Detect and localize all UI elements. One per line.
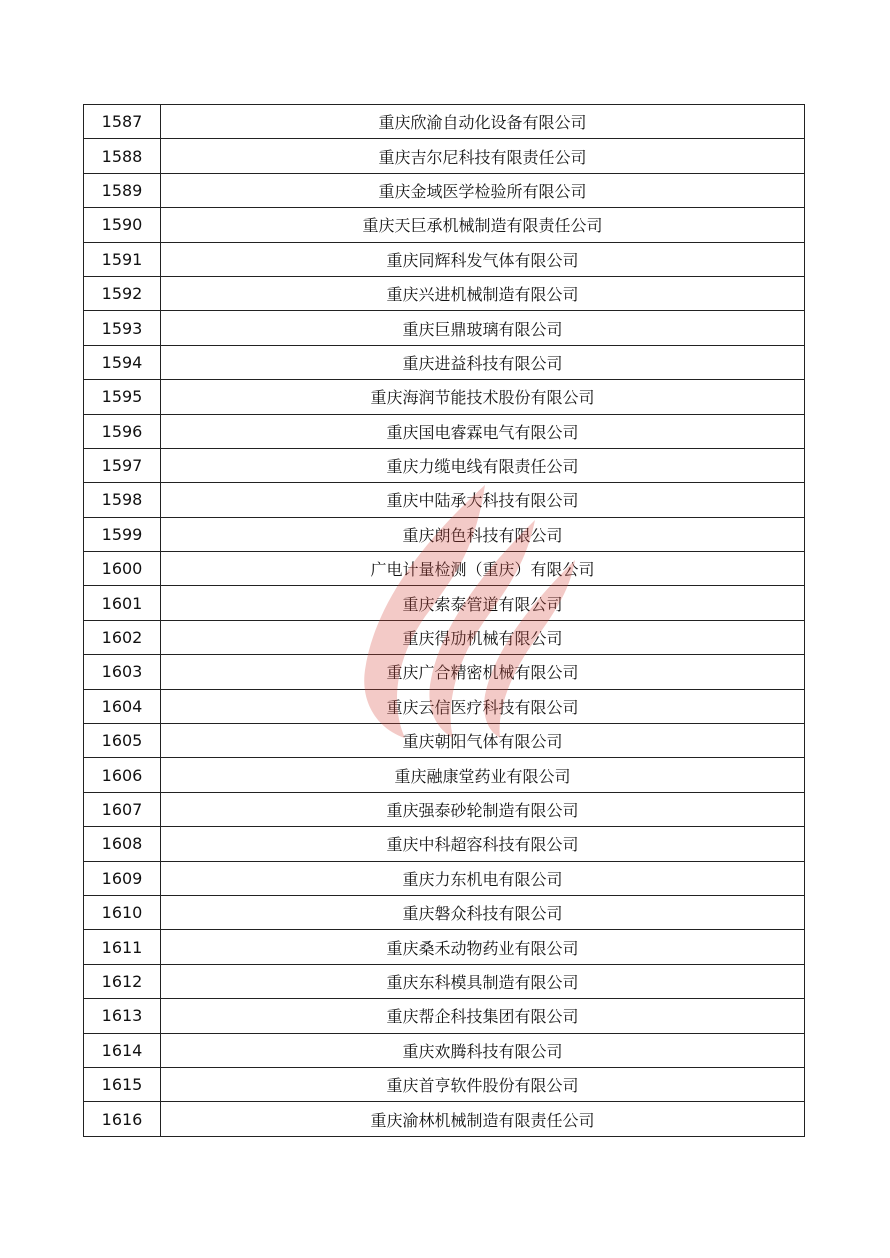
table-row bbox=[84, 276, 805, 310]
company-name: 重庆中陆承大科技有限公司 bbox=[161, 483, 805, 517]
row-number: 1596 bbox=[84, 414, 161, 448]
row-number: 1603 bbox=[84, 655, 161, 689]
table-row bbox=[84, 964, 805, 998]
company-name: 重庆国电睿霖电气有限公司 bbox=[161, 414, 805, 448]
company-name: 重庆同辉科发气体有限公司 bbox=[161, 242, 805, 276]
company-name: 重庆巨鼎玻璃有限公司 bbox=[161, 311, 805, 345]
row-number: 1587 bbox=[84, 105, 161, 139]
row-number: 1598 bbox=[84, 483, 161, 517]
company-name: 重庆强泰砂轮制造有限公司 bbox=[161, 792, 805, 826]
company-name: 重庆力缆电线有限责任公司 bbox=[161, 448, 805, 482]
row-number: 1601 bbox=[84, 586, 161, 620]
table-row bbox=[84, 827, 805, 861]
table-row bbox=[84, 139, 805, 173]
table-row bbox=[84, 655, 805, 689]
row-number: 1612 bbox=[84, 964, 161, 998]
table-row bbox=[84, 689, 805, 723]
row-number: 1611 bbox=[84, 930, 161, 964]
company-name: 重庆金域医学检验所有限公司 bbox=[161, 173, 805, 207]
company-name: 重庆渝林机械制造有限责任公司 bbox=[161, 1102, 805, 1136]
table-row bbox=[84, 1033, 805, 1067]
company-name: 重庆进益科技有限公司 bbox=[161, 345, 805, 379]
row-number: 1599 bbox=[84, 517, 161, 551]
row-number: 1613 bbox=[84, 999, 161, 1033]
row-number: 1609 bbox=[84, 861, 161, 895]
row-number: 1606 bbox=[84, 758, 161, 792]
table-row bbox=[84, 861, 805, 895]
company-name: 重庆广合精密机械有限公司 bbox=[161, 655, 805, 689]
company-name: 重庆朝阳气体有限公司 bbox=[161, 724, 805, 758]
company-list-body bbox=[84, 105, 805, 1137]
row-number: 1589 bbox=[84, 173, 161, 207]
row-number: 1588 bbox=[84, 139, 161, 173]
row-number: 1615 bbox=[84, 1067, 161, 1101]
row-number: 1607 bbox=[84, 792, 161, 826]
company-name: 重庆兴进机械制造有限公司 bbox=[161, 276, 805, 310]
table-row bbox=[84, 414, 805, 448]
row-number: 1593 bbox=[84, 311, 161, 345]
table-row bbox=[84, 208, 805, 242]
company-name: 重庆索泰管道有限公司 bbox=[161, 586, 805, 620]
company-name: 重庆桑禾动物药业有限公司 bbox=[161, 930, 805, 964]
row-number: 1605 bbox=[84, 724, 161, 758]
table-row bbox=[84, 552, 805, 586]
company-name: 重庆中科超容科技有限公司 bbox=[161, 827, 805, 861]
company-name: 重庆欢腾科技有限公司 bbox=[161, 1033, 805, 1067]
company-name: 重庆东科模具制造有限公司 bbox=[161, 964, 805, 998]
row-number: 1597 bbox=[84, 448, 161, 482]
row-number: 1592 bbox=[84, 276, 161, 310]
table-row bbox=[84, 448, 805, 482]
company-list-table bbox=[83, 104, 805, 1137]
company-name: 重庆吉尔尼科技有限责任公司 bbox=[161, 139, 805, 173]
table-row bbox=[84, 586, 805, 620]
table-row bbox=[84, 311, 805, 345]
row-number: 1595 bbox=[84, 380, 161, 414]
company-name: 广电计量检测（重庆）有限公司 bbox=[161, 552, 805, 586]
company-name: 重庆融康堂药业有限公司 bbox=[161, 758, 805, 792]
table-row bbox=[84, 930, 805, 964]
table-row bbox=[84, 517, 805, 551]
row-number: 1616 bbox=[84, 1102, 161, 1136]
table-row bbox=[84, 242, 805, 276]
company-name: 重庆海润节能技术股份有限公司 bbox=[161, 380, 805, 414]
row-number: 1594 bbox=[84, 345, 161, 379]
table-row bbox=[84, 895, 805, 929]
company-name: 重庆朗色科技有限公司 bbox=[161, 517, 805, 551]
table-row bbox=[84, 1102, 805, 1136]
table-row bbox=[84, 724, 805, 758]
company-name: 重庆得劢机械有限公司 bbox=[161, 620, 805, 654]
row-number: 1602 bbox=[84, 620, 161, 654]
company-name: 重庆云信医疗科技有限公司 bbox=[161, 689, 805, 723]
table-row bbox=[84, 345, 805, 379]
company-name: 重庆天巨承机械制造有限责任公司 bbox=[161, 208, 805, 242]
row-number: 1590 bbox=[84, 208, 161, 242]
table-row bbox=[84, 792, 805, 826]
company-name: 重庆力东机电有限公司 bbox=[161, 861, 805, 895]
table-row bbox=[84, 1067, 805, 1101]
row-number: 1604 bbox=[84, 689, 161, 723]
table-row bbox=[84, 758, 805, 792]
table-row bbox=[84, 105, 805, 139]
company-name: 重庆磐众科技有限公司 bbox=[161, 895, 805, 929]
table-row bbox=[84, 380, 805, 414]
table-row bbox=[84, 173, 805, 207]
row-number: 1591 bbox=[84, 242, 161, 276]
table-row bbox=[84, 999, 805, 1033]
company-name: 重庆帮企科技集团有限公司 bbox=[161, 999, 805, 1033]
row-number: 1610 bbox=[84, 895, 161, 929]
table-row bbox=[84, 620, 805, 654]
row-number: 1600 bbox=[84, 552, 161, 586]
table-row bbox=[84, 483, 805, 517]
company-name: 重庆首亨软件股份有限公司 bbox=[161, 1067, 805, 1101]
row-number: 1614 bbox=[84, 1033, 161, 1067]
company-name: 重庆欣渝自动化设备有限公司 bbox=[161, 105, 805, 139]
row-number: 1608 bbox=[84, 827, 161, 861]
